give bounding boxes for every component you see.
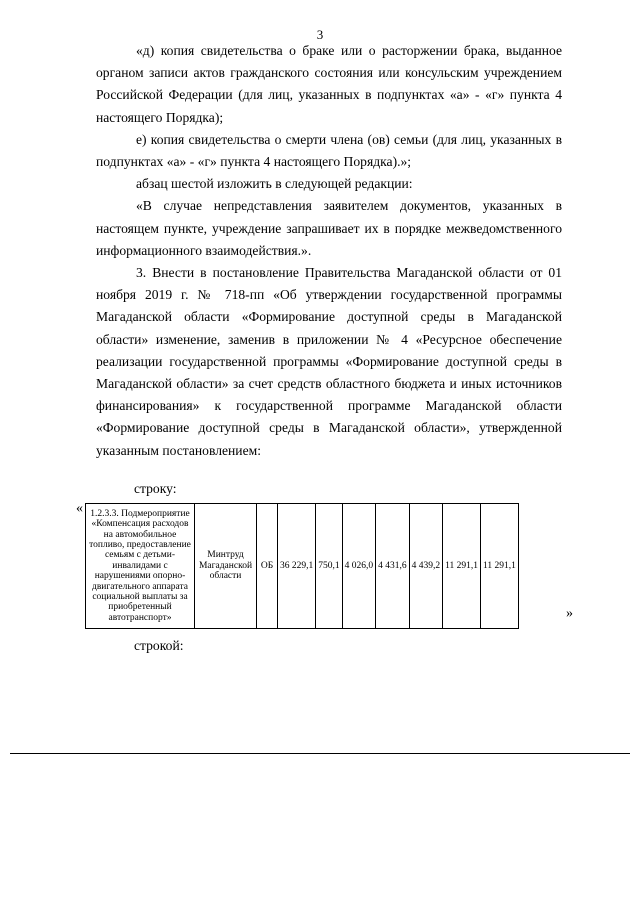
- cell-year-5: 11 291,1: [443, 504, 481, 629]
- cell-source: ОБ: [257, 504, 278, 629]
- cell-year-1: 750,1: [316, 504, 342, 629]
- label-strokoy: строкой:: [134, 638, 184, 653]
- cell-year-4: 4 439,2: [409, 504, 443, 629]
- cell-total: 36 229,1: [278, 504, 316, 629]
- paragraph-quote: «В случае непредставления заявителем документов, указанных в настоящем пункте, учреждение запрашивает их в порядке межведомственного информационного взаимодействия.».: [96, 198, 562, 258]
- page-number: 3: [316, 27, 324, 42]
- paragraph-item-3: 3. Внести в постановление Правительства Магаданской области от 01 ноября 2019 г. № 718-пп «Об утверждении государственной программы Магаданской области «Формирование доступной среды в Магаданской области» изменение, заменив в приложении № 4 «Ресурсное обеспечение реализации государственной программы «Формирование доступной среды в Магаданской области» за счет средств областного бюджета и иных источников финансирования» к государственной программе Магаданской области «Формирование доступной среды в Магаданской области», утвержденной указанным постановлением:: [96, 265, 562, 458]
- body-text: [96, 40, 562, 462]
- paragraph-abzac: абзац шестой изложить в следующей редакции:: [136, 176, 413, 192]
- cell-name: 1.2.3.3. Подмероприятие «Компенсация расходов на автомобильное топливо, предоставление семьям с детьми-инвалидами с нарушениями опорно-двигательного аппарата социальной выплаты за приобретенный автотранспорт»: [86, 504, 195, 629]
- cell-org: Минтруд Магаданской области: [195, 504, 257, 629]
- cell-year-3: 4 431,6: [376, 504, 410, 629]
- cell-year-2: 4 026,0: [342, 504, 376, 629]
- quote-open: «: [76, 501, 83, 516]
- paragraph-item-e: е) копия свидетельства о смерти члена (ов) семьи (для лиц, указанных в подпунктах «а» - «г» пункта 4 настоящего Порядка).»;: [96, 131, 562, 170]
- table-row: [86, 504, 519, 629]
- footer-divider: [10, 753, 630, 754]
- cell-year-6: 11 291,1: [481, 504, 519, 629]
- label-stroku: строку:: [134, 481, 177, 496]
- quote-close: »: [566, 606, 573, 621]
- data-table: [85, 503, 519, 629]
- paragraph-item-d: «д) копия свидетельства о браке или о расторжении брака, выданное органом записи актов гражданского состояния или консульским учреждением Российской Федерации (для лиц, указанных в подпунктах «а» - «г» пункта 4 настоящего Порядка);: [96, 43, 562, 125]
